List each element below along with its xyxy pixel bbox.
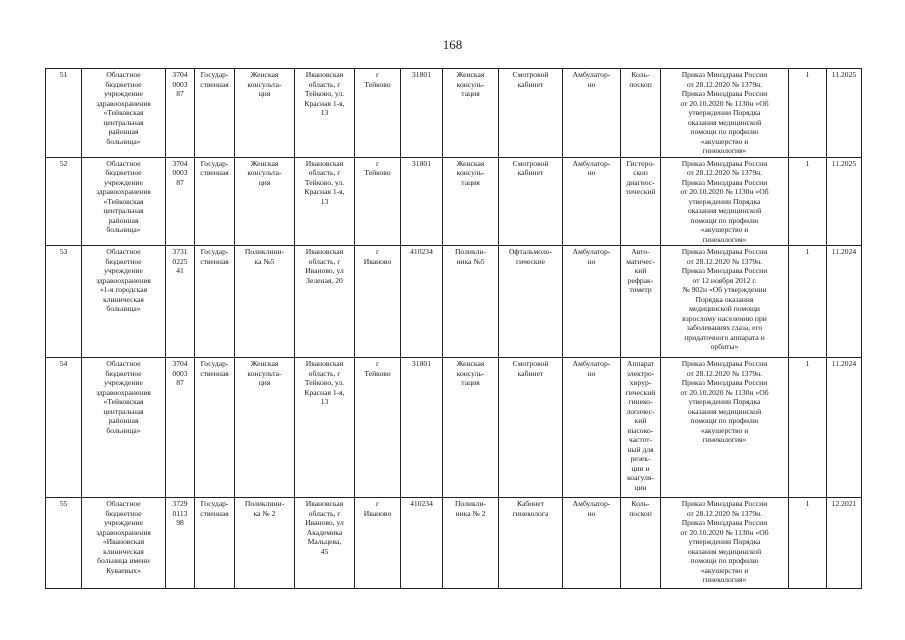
ownership-type: Государ- ственная [195,69,235,158]
equipment: Коль- поскоп [621,69,661,158]
table-row [46,157,862,246]
care-type: Амбулатор- но [563,498,621,589]
date: 11.2025 [827,69,862,158]
regulatory-order: Приказ Минздрава России от 28.12.2020 № 1379н. Приказ Минздрава России от 12 ноября 2012 г. № 902н «Об утверждении Порядка оказания медицинской помощи взрослому населению при заболеваниях глаза, его придаточного аппарата и орбиты» [661,246,789,358]
organization: Областное бюджетное учреждение здравоохранения «Тейковская центральная районная больница» [82,157,166,246]
room: Кабинет гинеколога [499,498,563,589]
ownership-type: Государ- ственная [195,246,235,358]
ownership-type: Государ- ственная [195,358,235,498]
organization: Областное бюджетное учреждение здравоохранения «Ивановская клиническая больница имени Куваевых» [82,498,166,589]
org-code: 3704 0003 87 [166,358,195,498]
structural-unit: Женская консульта- ция [235,157,295,246]
city: г Иваново [355,498,401,589]
date: 12.2021 [827,498,862,589]
care-type: Амбулатор- но [563,246,621,358]
address: Ивановская область, г Тейково, ул. Красная 1-я, 13 [295,358,355,498]
equipment: Аппарат электро- хирур- гический гинеко- логичес- кий высоко- частот- ный для резек- ции и коагуля- ции [621,358,661,498]
equipment: Гистеро- скоп диагнос- тический [621,157,661,246]
date: 11.2024 [827,246,862,358]
okato-code: 31801 [401,358,443,498]
city: г Тейково [355,69,401,158]
organization: Областное бюджетное учреждение здравоохранения «Тейковская центральная районная больница» [82,358,166,498]
row-number: 55 [46,498,82,589]
city: г Иваново [355,246,401,358]
structural-unit: Женская консульта- ция [235,69,295,158]
address: Ивановская область, г Иваново, ул Академика Мальцева, 45 [295,498,355,589]
division: Поликли- ника № 2 [443,498,499,589]
row-number: 52 [46,157,82,246]
org-code: 3704 0003 87 [166,157,195,246]
division: Поликли- ника №5 [443,246,499,358]
structural-unit: Поликлини- ка № 2 [235,498,295,589]
equipment: Коль- поскоп [621,498,661,589]
quantity: 1 [789,246,827,358]
address: Ивановская область, г Иваново, ул Зеленая, 20 [295,246,355,358]
table-row [46,246,862,358]
date: 11.2024 [827,358,862,498]
regulatory-order: Приказ Минздрава России от 28.12.2020 № 1379н. Приказ Минздрава России от 20.10.2020 № 1130н «Об утверждении Порядка оказания медицинской помощи по профилю «акушерство и гинекология» [661,69,789,158]
table-row [46,358,862,498]
division: Женская консуль- тация [443,157,499,246]
organization: Областное бюджетное учреждение здравоохранения «1-я городская клиническая больница» [82,246,166,358]
quantity: 1 [789,69,827,158]
room: Смотровой кабинет [499,358,563,498]
okato-code: 31801 [401,157,443,246]
row-number: 53 [46,246,82,358]
org-code: 3731 0225 41 [166,246,195,358]
room: Смотровой кабинет [499,157,563,246]
row-number: 51 [46,69,82,158]
address: Ивановская область, г Тейково, ул. Красная 1-я, 13 [295,69,355,158]
page-number: 168 [442,37,463,52]
okato-code: 410234 [401,498,443,589]
table-row [46,69,862,158]
address: Ивановская область, г Тейково, ул. Красная 1-я, 13 [295,157,355,246]
organization: Областное бюджетное учреждение здравоохранения «Тейковская центральная районная больница» [82,69,166,158]
ownership-type: Государ- ственная [195,157,235,246]
equipment: Авто- матичес- кий рефрак- тометр [621,246,661,358]
date: 11.2025 [827,157,862,246]
care-type: Амбулатор- но [563,69,621,158]
city: г Тейково [355,157,401,246]
row-number: 54 [46,358,82,498]
care-type: Амбулатор- но [563,157,621,246]
table-row [46,498,862,589]
ownership-type: Государ- ственная [195,498,235,589]
room: Смотровой кабинет [499,69,563,158]
equipment-registry-table [45,68,862,589]
quantity: 1 [789,358,827,498]
regulatory-order: Приказ Минздрава России от 28.12.2020 № 1379н. Приказ Минздрава России от 20.10.2020 № 1130н «Об утверждении Порядка оказания медицинской помощи по профилю «акушерство и гинекология» [661,498,789,589]
structural-unit: Женская консульта- ция [235,358,295,498]
care-type: Амбулатор- но [563,358,621,498]
quantity: 1 [789,498,827,589]
org-code: 3729 0113 98 [166,498,195,589]
org-code: 3704 0003 87 [166,69,195,158]
regulatory-order: Приказ Минздрава России от 28.12.2020 № 1379н. Приказ Минздрава России от 20.10.2020 № 1130н «Об утверждении Порядка оказания медицинской помощи по профилю «акушерство и гинекология» [661,358,789,498]
city: г Тейково [355,358,401,498]
division: Женская консуль- тация [443,358,499,498]
quantity: 1 [789,157,827,246]
division: Женская консуль- тация [443,69,499,158]
structural-unit: Поликлини- ка №5 [235,246,295,358]
regulatory-order: Приказ Минздрава России от 28.12.2020 № 1379н. Приказ Минздрава России от 20.10.2020 № 1130н «Об утверждении Порядка оказания медицинской помощи по профилю «акушерство и гинекология» [661,157,789,246]
okato-code: 31801 [401,69,443,158]
okato-code: 410234 [401,246,443,358]
room: Офтальмоло- гические [499,246,563,358]
